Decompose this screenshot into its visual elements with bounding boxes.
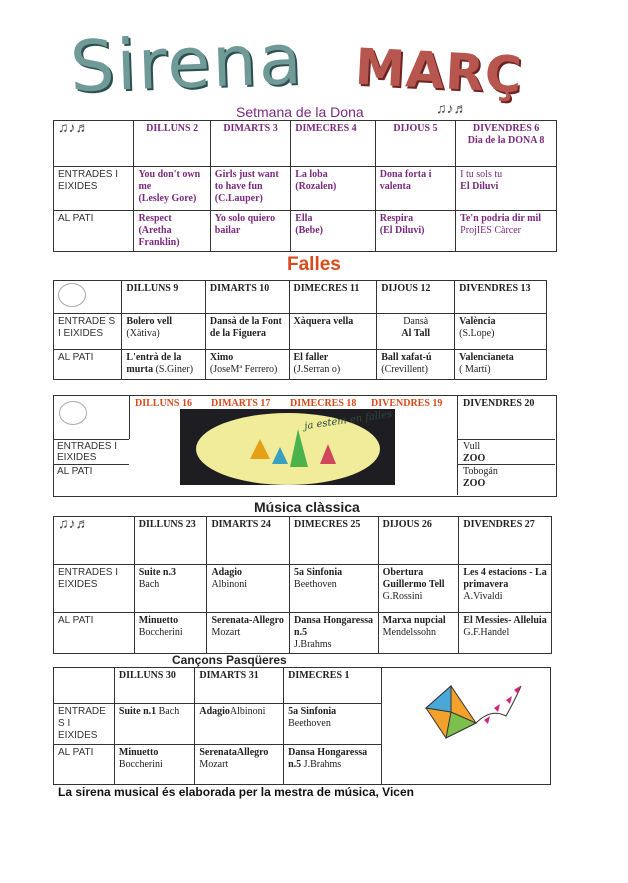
section-title-classica: Música clàssica (254, 499, 360, 515)
week2-cell (205, 314, 289, 350)
song: Dansà (403, 316, 429, 327)
week2-row1-label: ENTRADE S I EIXIDES (54, 314, 122, 350)
song: Ximo (209, 352, 234, 363)
artist: Mozart (199, 759, 229, 770)
week1-cell (134, 211, 210, 252)
artist: (Aretha Franklin) (138, 225, 180, 248)
week3-cell (463, 441, 485, 465)
song: SerenataAllegro (199, 747, 269, 758)
week1-cell (291, 211, 376, 252)
week3-row1-label: ENTRADES I EIXIDES (57, 441, 118, 463)
artist: El Diluvi (460, 181, 499, 192)
week1-day-2: DIMARTS 3 (210, 121, 290, 167)
week1-cell (456, 167, 557, 211)
song: Tobogán (463, 466, 498, 477)
footer-credit: La sirena musical és elaborada per la mestra de música, Vicen (58, 785, 414, 799)
week2-cell (377, 314, 455, 350)
week5-cell (195, 704, 284, 745)
artist: (El Diluvi) (379, 225, 425, 236)
artist: (Crevillent) (381, 364, 428, 375)
sirena-logo-icon (59, 401, 87, 425)
week4-cell (134, 565, 207, 613)
artist: Mendelssohn (382, 627, 436, 638)
artist: (JoseMª Ferrero) (209, 364, 278, 375)
song: Adagio (199, 706, 230, 717)
week3-day-5: DIVENDRES 20 (463, 398, 535, 409)
week1-row1-label: ENTRADES I EIXIDES (54, 167, 134, 211)
week3-row2-label: AL PATI (57, 466, 93, 477)
song: I tu sols tu (460, 169, 503, 180)
music-notes-icon: ♫♪♬ (436, 102, 468, 117)
song: Les 4 estacions - La primavera (463, 567, 547, 590)
song: Dansà de la Font de la Figuera (209, 316, 282, 339)
artist: Albinoni (211, 579, 247, 590)
week2-cell (455, 314, 547, 350)
week4-row1-label: ENTRADES I EIXIDES (54, 565, 135, 613)
artist: (Lesley Gore) (138, 193, 197, 204)
week4-cell (290, 565, 379, 613)
artist: (S.Giner) (155, 364, 194, 375)
song: El faller (293, 352, 329, 363)
week1-cell (210, 167, 290, 211)
song: Adagio (211, 567, 242, 578)
week4-day-2: DIMARTS 24 (207, 517, 290, 565)
week5-row2-label: AL PATI (54, 745, 115, 785)
song: Te'n podria dir mil (460, 213, 542, 224)
song: Respect (138, 213, 172, 224)
week4-day-1: DILLUNS 23 (134, 517, 207, 565)
week1-cell (210, 211, 290, 252)
artist: G.Rossini (382, 591, 423, 602)
song: València (459, 316, 496, 327)
artist: Al Tall (401, 328, 431, 339)
week2-corner (54, 281, 122, 314)
week1-cell (375, 167, 455, 211)
week2-cell (289, 350, 377, 380)
artist: (Xàtiva) (126, 328, 160, 339)
week2-day-2: DIMARTS 10 (205, 281, 289, 314)
week5-day-2: DIMARTS 31 (195, 668, 284, 704)
song: Serenata-Allegro (211, 615, 284, 626)
week1-day-1: DILLUNS 2 (134, 121, 210, 167)
week5-day-1: DILLUNS 30 (114, 668, 194, 704)
week5-table (53, 667, 551, 785)
artist: (J.Serran o) (293, 364, 341, 375)
week5-cell (195, 745, 284, 785)
week1-table (53, 120, 557, 252)
week2-day-4: DIJOUS 12 (377, 281, 455, 314)
week3-cell (463, 466, 498, 490)
kite-icon (416, 678, 526, 748)
week4-table (53, 516, 552, 654)
week1-day-5-extra: Dia de la DONA 8 (467, 135, 545, 146)
song: Marxa nupcial (382, 615, 446, 626)
week2-cell (122, 350, 206, 380)
artist: Boccherini (118, 759, 163, 770)
week5-row1-label: ENTRADE S I EIXIDES (54, 704, 115, 745)
artist: Beethoven (288, 718, 331, 729)
week2-day-5: DIVENDRES 13 (455, 281, 547, 314)
week1-cell (375, 211, 455, 252)
artist: ( Martí) (459, 364, 491, 375)
song: Minuetto (118, 747, 159, 758)
week1-row2-label: AL PATI (54, 211, 134, 252)
week4-cell (290, 613, 379, 654)
artist: ZOO (463, 453, 486, 464)
falles-image-text: ja estem en falles (303, 409, 393, 433)
song: Ball xafat-ú (381, 352, 432, 363)
sirena-logo-icon (58, 283, 86, 307)
week5-cell (284, 704, 382, 745)
song: Suite n.3 (138, 567, 176, 578)
week1-day-4: DIJOUS 5 (375, 121, 455, 167)
song: Valencianeta (459, 352, 514, 363)
week3-day-3: DIMECRES 18 (290, 398, 357, 409)
artist: Bach (158, 706, 180, 717)
song: Bolero vell (126, 316, 173, 327)
week1-corner (54, 121, 134, 167)
week5-day-3: DIMECRES 1 (284, 668, 382, 704)
week2-cell (289, 314, 377, 350)
week4-cell (459, 565, 552, 613)
week5-cell (114, 704, 194, 745)
falles-illustration (180, 409, 395, 485)
song: L'entrà de la murta (126, 352, 182, 375)
week4-day-5: DIVENDRES 27 (459, 517, 552, 565)
week5-corner (54, 668, 115, 704)
section-title-pasqueres: Cançons Pasqüeres (172, 653, 287, 667)
artist: J.Brahms (294, 639, 332, 650)
week4-cell (378, 613, 459, 654)
song: Minuetto (138, 615, 179, 626)
week3-day-4: DIVENDRES 19 (371, 398, 443, 409)
song: Xàquera vella (293, 316, 354, 327)
song: 5a Sinfonia (294, 567, 343, 578)
week1-day-5 (456, 121, 557, 167)
subtitle: Setmana de la Dona (236, 104, 364, 120)
week5-cell (114, 745, 194, 785)
artist: ProjIES Càrcer (460, 225, 521, 236)
week1-cell (456, 211, 557, 252)
song: Vull (463, 441, 481, 452)
song: Girls just want to have fun (214, 169, 279, 192)
week4-day-4: DIJOUS 26 (378, 517, 459, 565)
artist: (C.Lauper) (214, 193, 263, 204)
artist: J.Brahms (303, 759, 342, 770)
week5-cell (284, 745, 382, 785)
week1-day-3: DIMECRES 4 (291, 121, 376, 167)
song: Obertura Guillermo Tell (382, 567, 445, 590)
week1-cell (134, 167, 210, 211)
song: Suite n.1 (118, 706, 157, 717)
artist: Albinoni (229, 706, 266, 717)
week2-cell (205, 350, 289, 380)
song: El Messies- Alleluia (463, 615, 547, 626)
song: Yo solo quiero bailar (214, 213, 276, 236)
week2-day-3: DIMECRES 11 (289, 281, 377, 314)
week2-cell (122, 314, 206, 350)
song: Dansa Hongaressa n.5 (288, 747, 368, 770)
week4-corner (54, 517, 135, 565)
week2-day-1: DILLUNS 9 (122, 281, 206, 314)
week4-row2-label: AL PATI (54, 613, 135, 654)
week2-cell (377, 350, 455, 380)
song: Respira (379, 213, 414, 224)
week1-day-5-label: DIVENDRES 6 (472, 123, 540, 134)
song: You don't own me (138, 169, 201, 192)
week3-day-2: DIMARTS 17 (211, 398, 271, 409)
week4-cell (378, 565, 459, 613)
music-notes-icon: ♫♪♬ (58, 517, 90, 532)
song: La loba (295, 169, 328, 180)
artist: Boccherini (138, 627, 183, 638)
title-sirena: Sirena (68, 17, 305, 109)
artist: Bach (138, 579, 160, 590)
artist: ZOO (463, 478, 486, 489)
week4-cell (207, 565, 290, 613)
artist: G.F.Handel (463, 627, 510, 638)
week3-day-1: DILLUNS 16 (135, 398, 192, 409)
week5-kite-cell (382, 668, 551, 785)
artist: Mozart (211, 627, 241, 638)
music-notes-icon: ♫♪♬ (58, 121, 90, 136)
song: 5a Sinfonia (288, 706, 337, 717)
week3-corner (53, 395, 130, 439)
song: Dona forta i valenta (379, 169, 432, 192)
artist: (S.Lope) (459, 328, 495, 339)
week4-day-3: DIMECRES 25 (290, 517, 379, 565)
artist: A.Vivaldi (463, 591, 503, 602)
artist: (Bebe) (295, 225, 324, 236)
week2-table (53, 280, 547, 380)
title-month: MARÇ (353, 37, 525, 105)
artist: Beethoven (294, 579, 337, 590)
artist: (Rozalen) (295, 181, 337, 192)
week2-cell (455, 350, 547, 380)
week4-cell (134, 613, 207, 654)
week1-cell (291, 167, 376, 211)
section-title-falles: Falles (287, 254, 341, 275)
song: Ella (295, 213, 313, 224)
week2-row2-label: AL PATI (54, 350, 122, 380)
song: Dansa Hongaressa n.5 (294, 615, 374, 638)
week4-cell (207, 613, 290, 654)
week4-cell (459, 613, 552, 654)
